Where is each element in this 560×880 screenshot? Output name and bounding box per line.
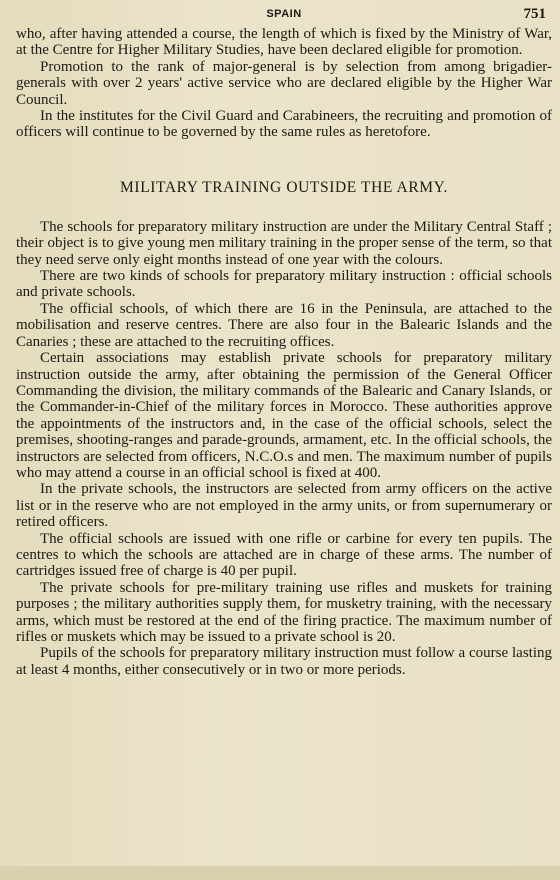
paragraph: who, after having attended a course, the length of which is fixed by the Ministry of War, at the Centre for Higher Military Studies, have been declared eligible for promotion. [16, 26, 552, 59]
running-title: SPAIN [266, 8, 302, 20]
paragraph: In the private schools, the instructors are selected from army officers on the active list or in the reserve who are not employed in the army units, or from supernumerary or retired officers. [16, 481, 552, 531]
paragraph: The private schools for pre-military training use rifles and muskets for training purposes ; the military authorities supply them, for musketry training, with the necessary arms, which must be restored at the end of the firing practice. The maximum number of rifles or muskets which may be issued to a private school is 20. [16, 579, 552, 645]
paragraph: The official schools, of which there are 16 in the Peninsula, are attached to the mobilisation and reserve centres. There are also four in the Balearic Islands and the Canaries ; these are attached to the recruiting offices. [16, 300, 552, 350]
paragraph: In the institutes for the Civil Guard and Carabineers, the recruiting and promotion of officers will continue to be governed by the same rules as heretofore. [16, 108, 552, 141]
intro-text [16, 26, 552, 141]
page-bottom-edge [0, 866, 560, 880]
section-heading: MILITARY TRAINING OUTSIDE THE ARMY. [120, 178, 448, 196]
paragraph: Promotion to the rank of major-general is by selection from among brigadier-generals with over 2 years' active service who are declared eligible by the Higher War Council. [16, 58, 552, 108]
page-number: 751 [523, 6, 546, 22]
paragraph: There are two kinds of schools for preparatory military instruction : official schools and private schools. [16, 268, 552, 301]
paragraph: The schools for preparatory military instruction are under the Military Central Staff ; their object is to give young men military training in the proper sense of the term, so that they need serve only eight months instead of one year with the colours. [16, 218, 552, 268]
section-body [16, 219, 552, 678]
paragraph: The official schools are issued with one rifle or carbine for every ten pupils. The centres to which the schools are attached are in charge of these arms. The number of cartridges issued free of charge is 40 per pupil. [16, 530, 552, 580]
running-head [16, 6, 552, 26]
paragraph: Pupils of the schools for preparatory military instruction must follow a course lasting at least 4 months, either consecutively or in two or more periods. [16, 645, 552, 678]
paragraph: Certain associations may establish private schools for preparatory military instruction outside the army, after obtaining the permission of the General Officer Commanding the division, the military commands of the Balearic and Canary Islands, or the Commander-in-Chief of the military forces in Morocco. These authorities approve the appointments of the instructors and, in the case of the official schools, select the premises, shooting-ranges and parade-grounds, armament, etc. In the official schools, the instructors are selected from officers, N.C.O.s and men. The maximum number of pupils who may attend a course in an official school is fixed at 400. [16, 350, 552, 481]
